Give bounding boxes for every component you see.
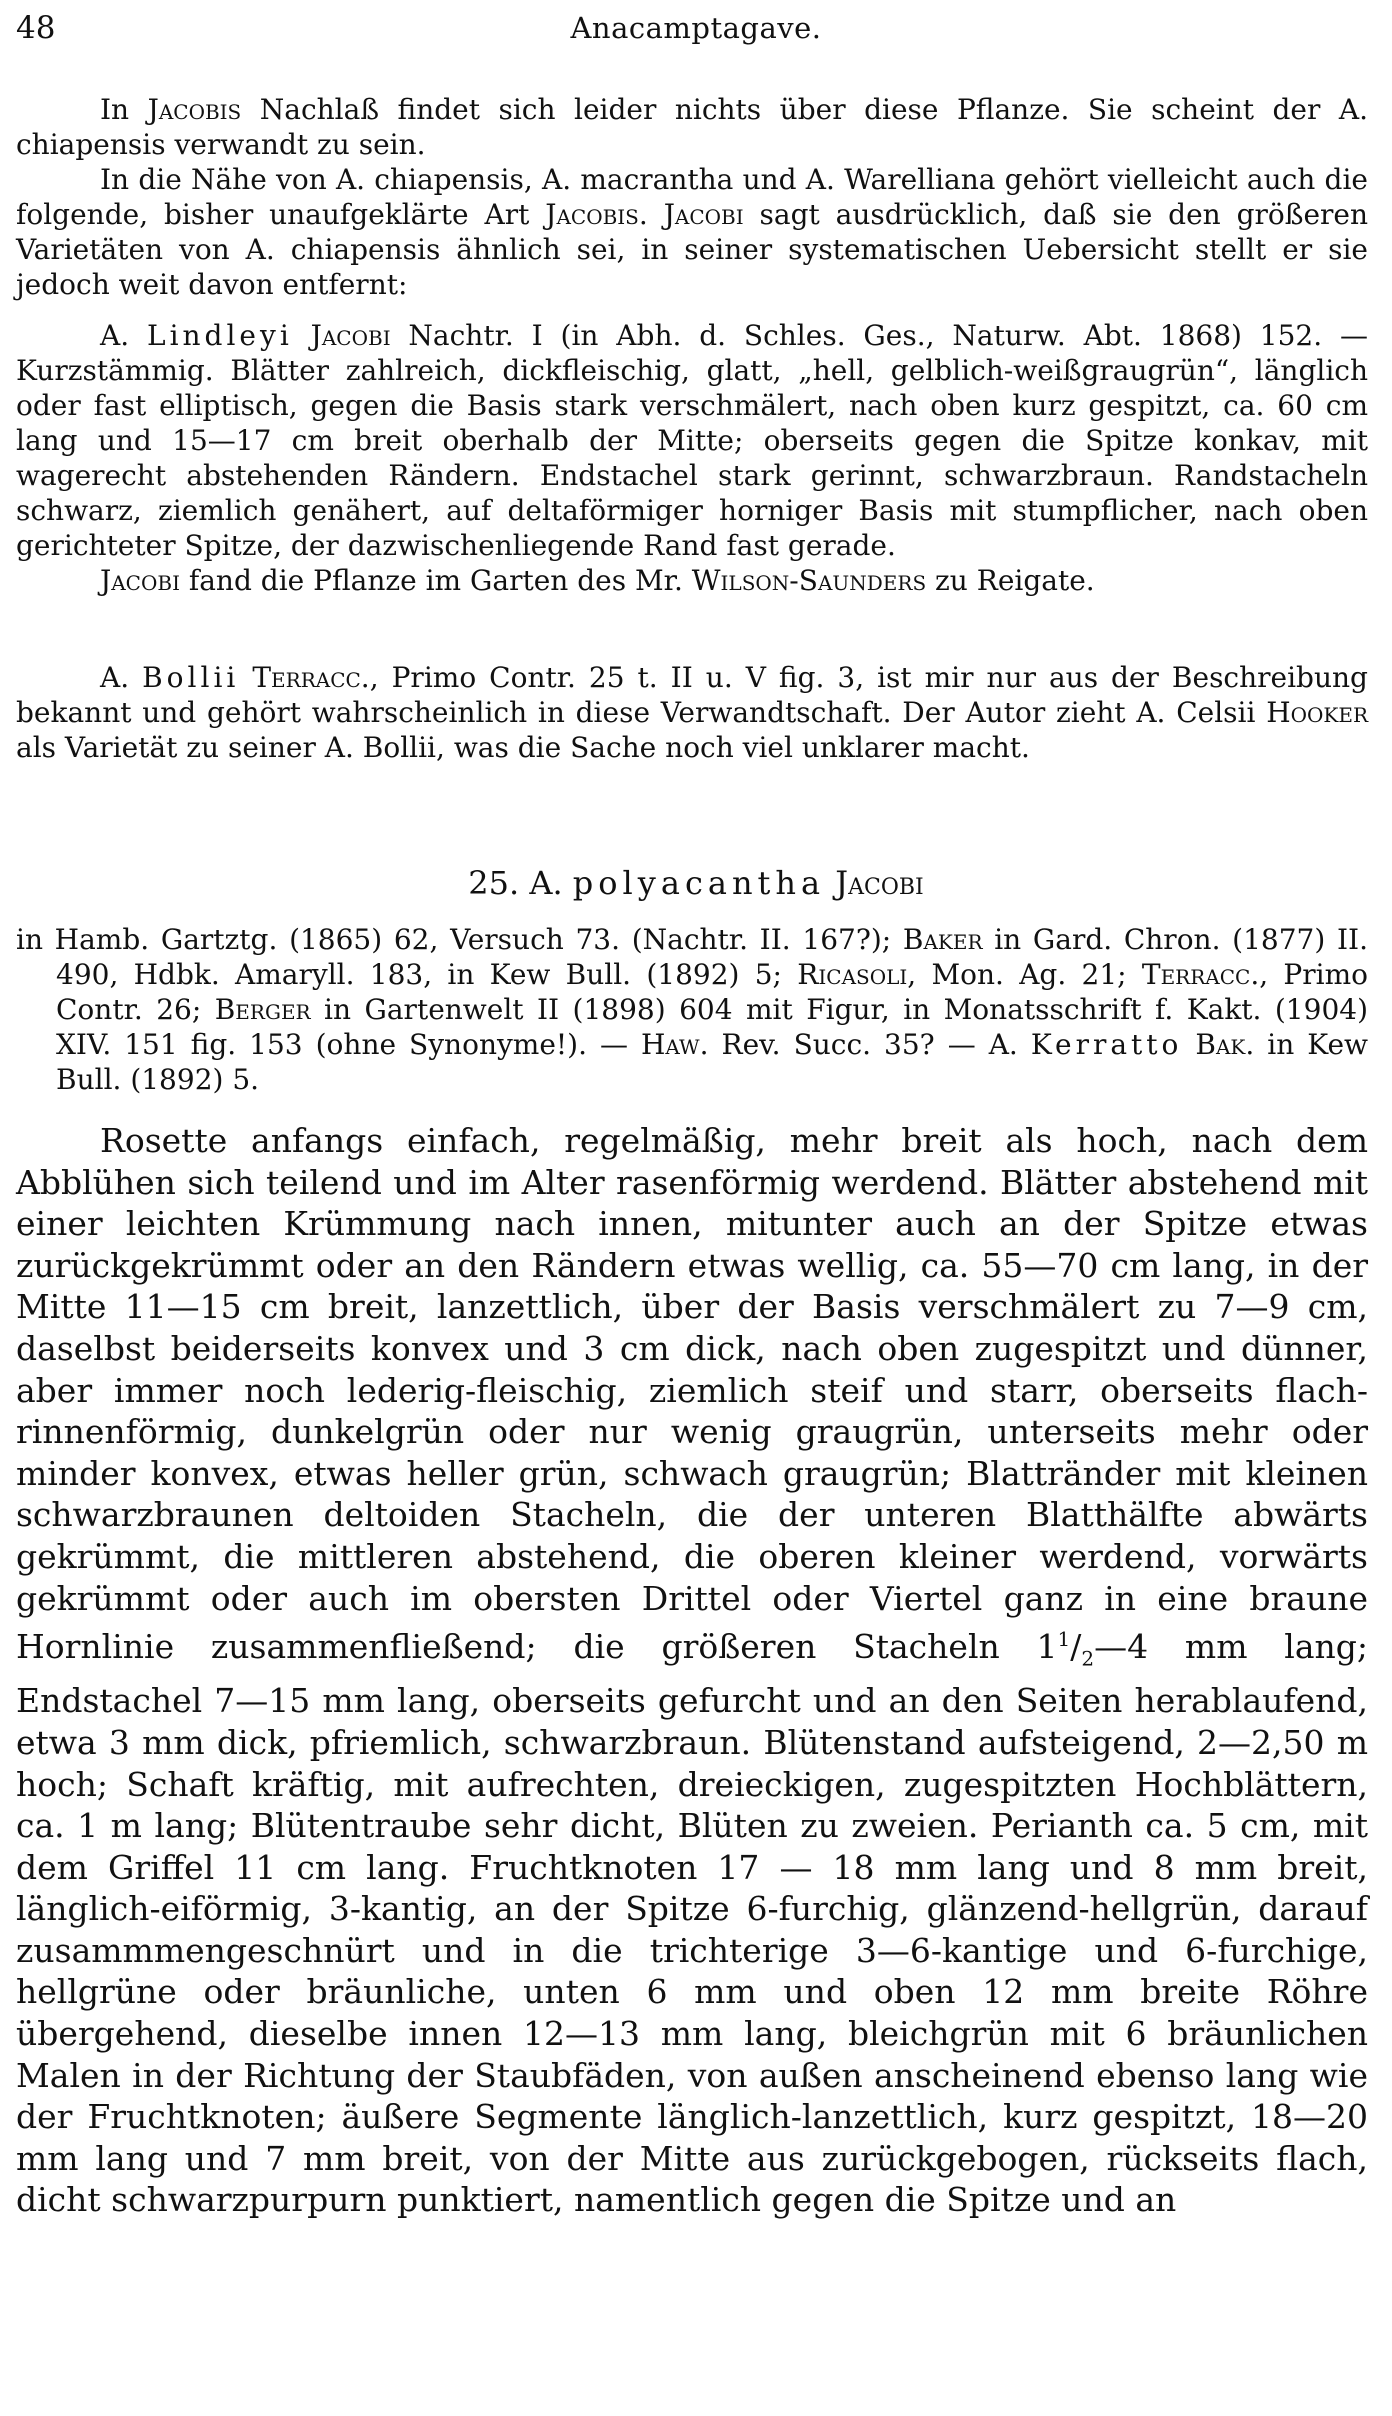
lindleyi-note: Jacobi fand die Pflanze im Garten des Mr. Wilson-Saunders zu Reigate.	[100, 564, 1095, 597]
species-name: Lindleyi	[146, 319, 293, 352]
fraction: $^1/_2$	[1057, 1627, 1095, 1671]
author-name: Jacobi	[825, 864, 924, 902]
author-name: Jacobis	[147, 93, 242, 126]
synonymy-paragraph: in Hamb. Gartztg. (1865) 62, Versuch 73. (Nachtr. II. 167?); Baker in Gard. Chron. (1877) II. 490, Hdbk. Amaryll. 183, in Kew Bull. (1892) 5; Ricasoli, Mon. Ag. 21; Terracc., Primo Contr. 26; Berger in Gartenwelt II (1898) 604 mit Figur, in Monatsschrift f. Kakt. (1904) XIV. 151 fig. 153 (ohne Synonyme!). — Haw. Rev. Succ. 35? — A. Kerratto Bak. in Kew Bull. (1892) 5.	[16, 923, 1369, 1096]
bollii-section	[16, 660, 1368, 765]
lindleyi-section	[16, 318, 1368, 598]
intro-section	[16, 92, 1368, 302]
species-description	[16, 1120, 1368, 2221]
species-name: polyacantha	[572, 864, 826, 902]
author-name: Jacobis	[545, 198, 639, 231]
species-name: Bollii	[142, 661, 240, 694]
bollii-paragraph: A. Bollii Terracc., Primo Contr. 25 t. II u. V fig. 3, ist mir nur aus der Beschreibung bekannt und gehört wahrscheinlich in diese Verwandtschaft. Der Autor zieht A. Celsii Hooker als Varietät zu seiner A. Bollii, was die Sache noch viel unklarer macht.	[16, 661, 1368, 764]
author-name: Jacobi	[663, 198, 744, 231]
author-name: Terracc.	[239, 661, 370, 694]
lindleyi-description: A. Lindleyi Jacobi Nachtr. I (in Abh. d. Schles. Ges., Naturw. Abt. 1868) 152. — Kurzstämmig. Blätter zahlreich, dickfleischig, glatt, „hell, gelblich-weißgraugrün“, länglich oder fast elliptisch, gegen die Basis stark verschmälert, nach oben kurz gespitzt, ca. 60 cm lang und 15—17 cm breit oberhalb der Mitte; oberseits gegen die Spitze konkav, mit wagerecht abstehenden Rändern. Endstachel stark gerinnt, schwarzbraun. Randstacheln schwarz, ziemlich genähert, auf deltaförmiger horniger Basis mit stumpflicher, nach oben gerichteter Spitze, der dazwischenliegende Rand fast gerade.	[16, 319, 1368, 562]
author-name: Jacobi	[292, 319, 391, 352]
intro-paragraph-2: In die Nähe von A. chiapensis, A. macrantha und A. Warelliana gehört vielleicht auch die folgende, bisher unaufgeklärte Art Jacobis. Jacobi sagt ausdrücklich, daß sie den größeren Varietäten von A. chiapensis ähnlich sei, in seiner systematischen Uebersicht stellt er sie jedoch weit davon entfernt:	[16, 163, 1369, 301]
section-heading: 25. A. polyacantha Jacobi	[468, 864, 924, 902]
running-title: Anacamptagave.	[570, 11, 822, 45]
intro-paragraph-1: In Jacobis Nachlaß findet sich leider nichts über diese Pflanze. Sie scheint der A. chiapensis verwandt zu sein.	[16, 93, 1368, 161]
page-header	[0, 8, 1392, 48]
author-name: Hooker	[1266, 696, 1368, 729]
person-name: Wilson-Saunders	[691, 564, 927, 597]
author-name: Jacobi	[100, 564, 180, 597]
synonymy-block	[16, 922, 1368, 1097]
page-number: 48	[16, 10, 56, 46]
description-paragraph: Rosette anfangs einfach, regelmäßig, mehr breit als hoch, nach dem Abblühen sich teilend und im Alter rasenförmig werdend. Blätter abstehend mit einer leichten Krümmung nach innen, mitunter auch an der Spitze etwas zurückgekrümmt oder an den Rändern etwas wellig, ca. 55—70 cm lang, in der Mitte 11—15 cm breit, lanzettlich, über der Basis verschmälert zu 7—9 cm, daselbst beiderseits konvex und 3 cm dick, nach oben zugespitzt und dünner, aber immer noch lederig-fleischig, ziemlich steif und starr, oberseits flach-rinnenförmig, dunkelgrün oder nur wenig graugrün, unterseits mehr oder minder konvex, etwas heller grün, schwach graugrün; Blattränder mit kleinen schwarzbraunen deltoiden Stacheln, die der unteren Blatthälfte abwärts gekrümmt, die mittleren abstehend, die oberen kleiner werdend, vorwärts gekrümmt oder auch im obersten Drittel oder Viertel ganz in eine braune Hornlinie zusammenfließend; die größeren Stacheln $1^1/_2—4$ mm lang; Endstachel 7—15 mm lang, oberseits gefurcht und an den Seiten herablaufend, etwa 3 mm dick, pfriemlich, schwarzbraun. Blütenstand aufsteigend, 2—2,50 m hoch; Schaft kräftig, mit aufrechten, dreieckigen, zugespitzten Hochblättern, ca. 1 m lang; Blütentraube sehr dicht, Blüten zu zweien. Perianth ca. 5 cm, mit dem Griffel 11 cm lang. Fruchtknoten 17 — 18 mm lang und 8 mm breit, länglich-eiförmig, 3-kantig, an der Spitze 6-furchig, glänzend-hellgrün, darauf zusammmengeschnürt und in die trichterige 3—6-kantige und 6-furchige, hellgrüne oder bräunliche, unten 6 mm und oben 12 mm breite Röhre übergehend, dieselbe innen 12—13 mm lang, bleichgrün mit 6 bräunlichen Malen in der Richtung der Staubfäden, von außen anscheinend ebenso lang wie der Fruchtknoten; äußere Segmente länglich-lanzettlich, kurz gespitzt, 18—20 mm lang und 7 mm breit, von der Mitte aus zurückgebogen, rückseits flach, dicht schwarzpurpurn punktiert, namentlich gegen die Spitze und an	[16, 1121, 1368, 2220]
